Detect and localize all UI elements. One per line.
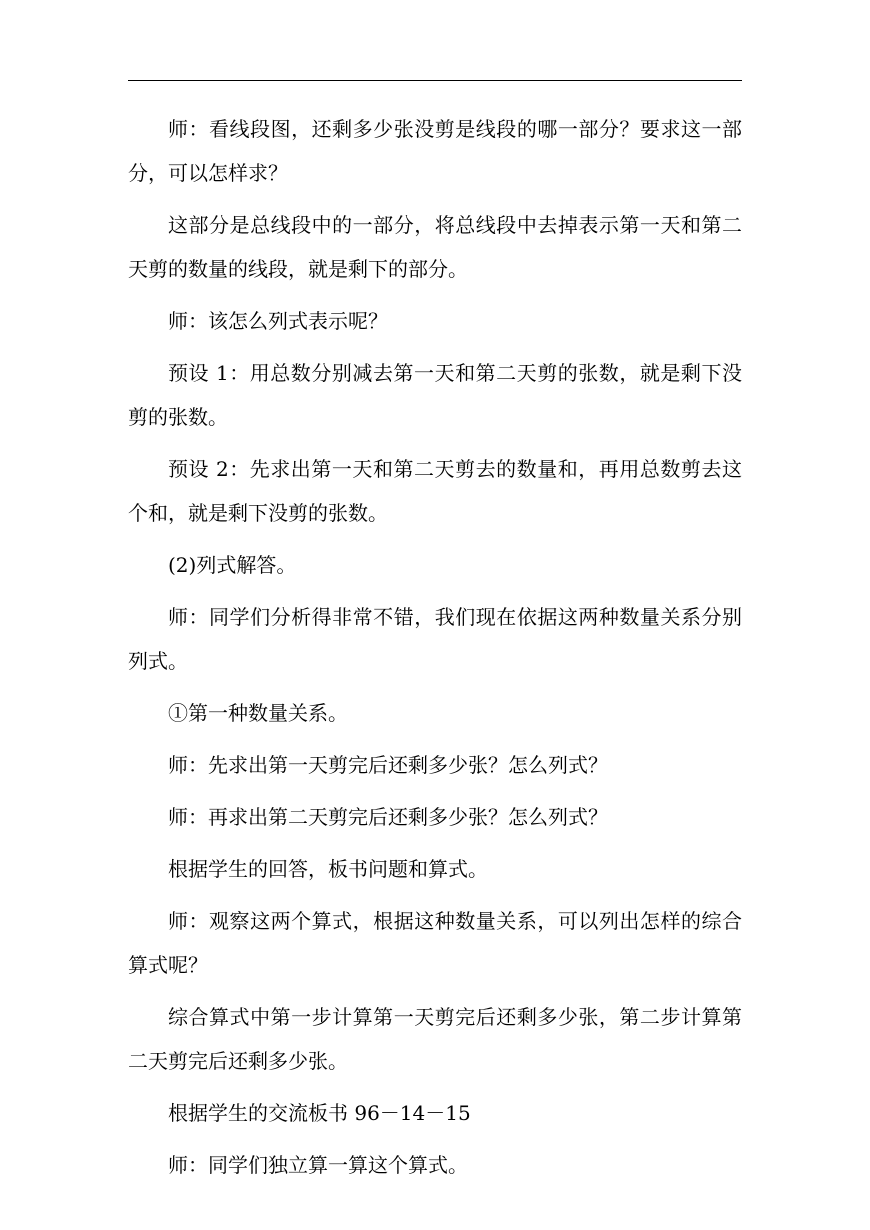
paragraph-15: 师：同学们独立算一算这个算式。	[168, 1153, 468, 1177]
paragraph-9: 师：先求出第一天剪完后还剩多少张？怎么列式？	[168, 753, 608, 777]
paragraph-13: 综合算式中第一步计算第一天剪完后还剩多少张，第二步计算第二天剪完后还剩多少张。	[128, 1005, 742, 1073]
paragraph-12: 师：观察这两个算式，根据这种数量关系，可以列出怎样的综合算式呢？	[128, 909, 742, 977]
document-body	[128, 107, 742, 1195]
paragraph-10: 师：再求出第二天剪完后还剩多少张？怎么列式？	[168, 805, 608, 829]
paragraph-14: 根据学生的交流板书 96－14－15	[168, 1101, 471, 1125]
header-rule	[128, 80, 742, 81]
paragraph-6: (2)列式解答。	[168, 553, 297, 577]
paragraph-8: ①第一种数量关系。	[168, 701, 348, 725]
paragraph-1: 师：看线段图，还剩多少张没剪是线段的哪一部分？要求这一部分，可以怎样求？	[128, 117, 742, 185]
paragraph-3: 师：该怎么列式表示呢？	[168, 309, 388, 333]
paragraph-2: 这部分是总线段中的一部分，将总线段中去掉表示第一天和第二天剪的数量的线段，就是剩下的部分。	[128, 213, 742, 281]
paragraph-5: 预设 2：先求出第一天和第二天剪去的数量和，再用总数剪去这个和，就是剩下没剪的张数。	[128, 457, 742, 525]
paragraph-4: 预设 1：用总数分别减去第一天和第二天剪的张数，就是剩下没剪的张数。	[128, 361, 742, 429]
paragraph-11: 根据学生的回答，板书问题和算式。	[168, 857, 488, 881]
paragraph-7: 师：同学们分析得非常不错，我们现在依据这两种数量关系分别列式。	[128, 605, 742, 673]
